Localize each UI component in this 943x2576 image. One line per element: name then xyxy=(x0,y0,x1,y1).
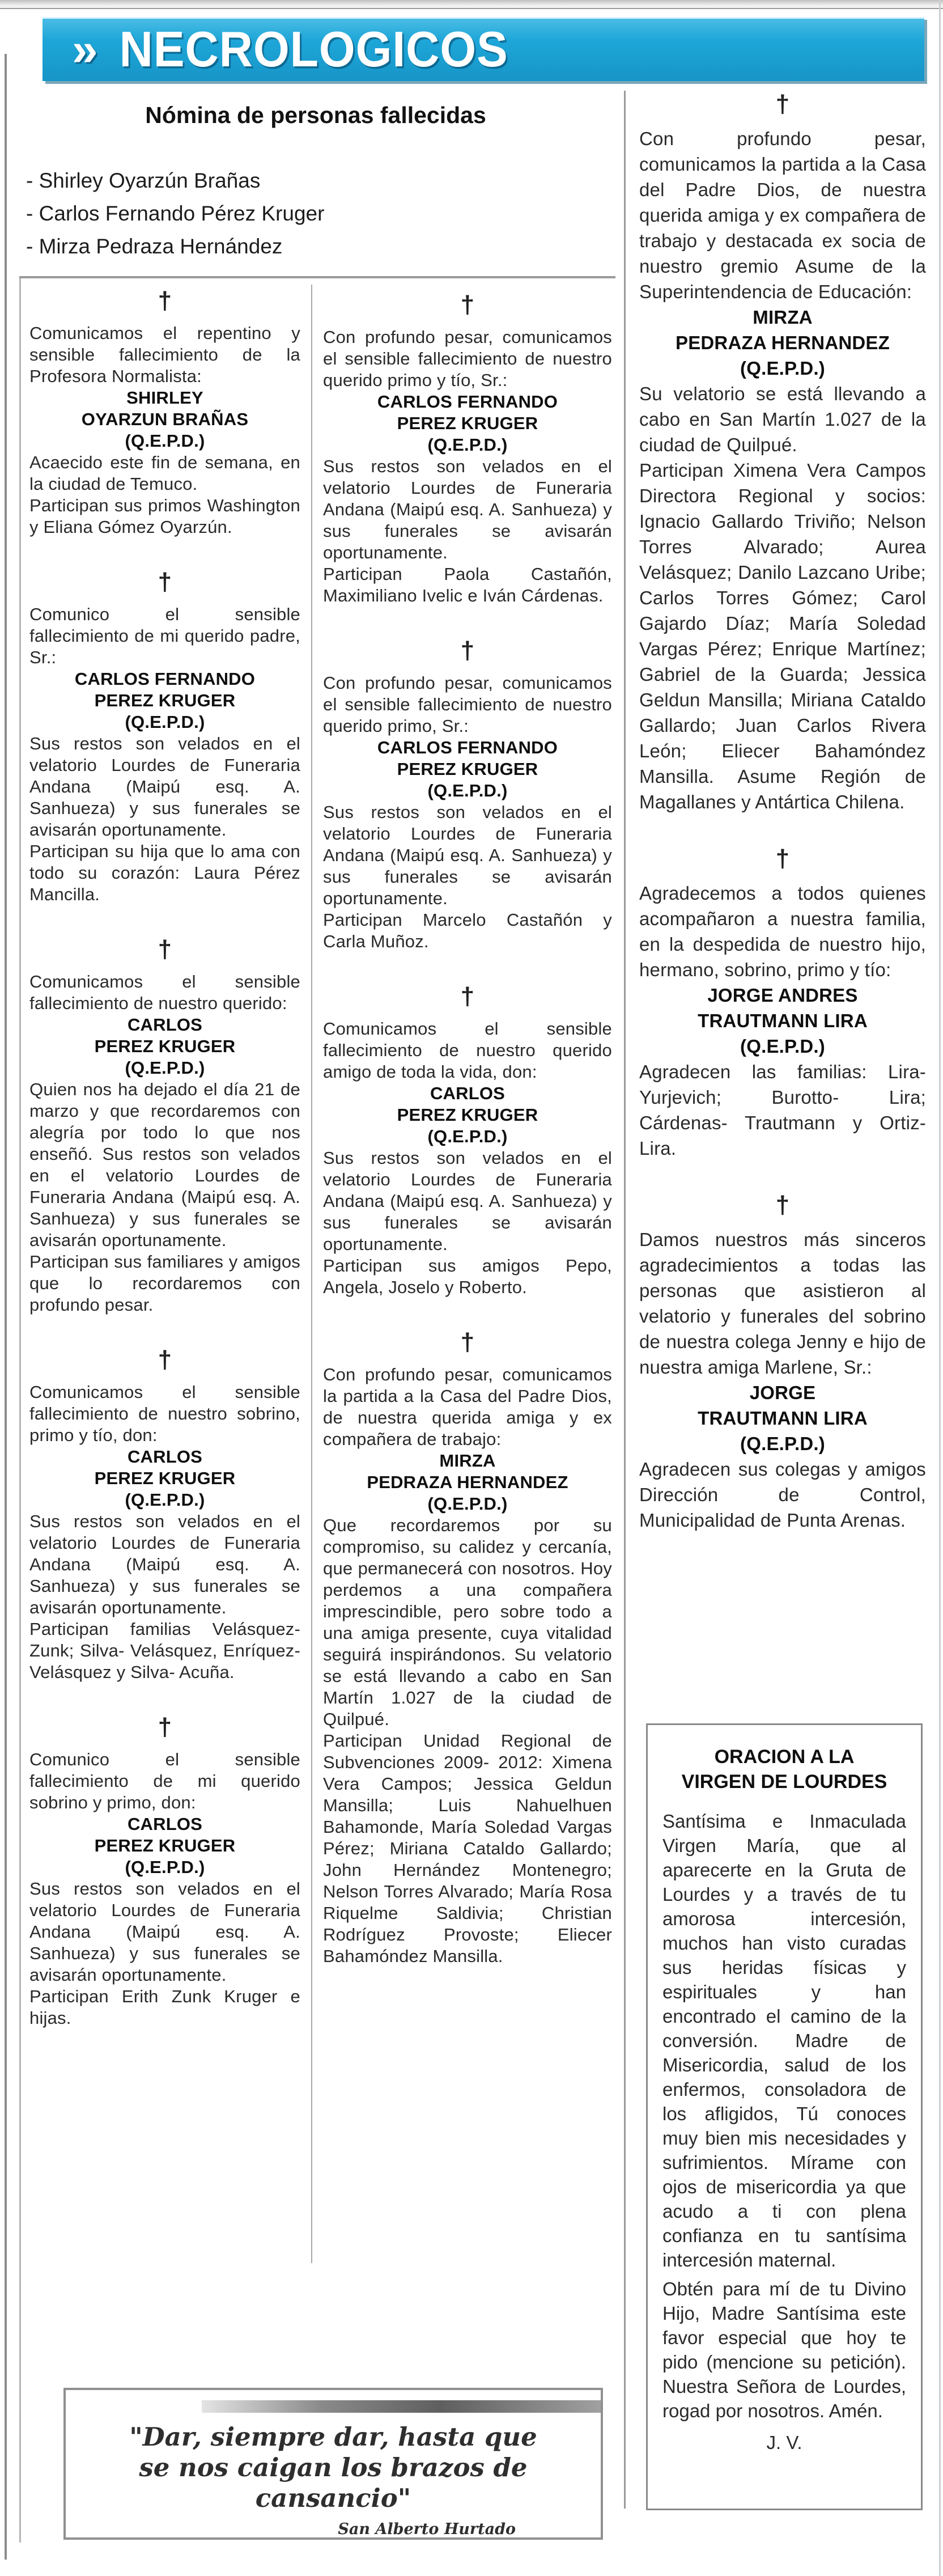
prayer-title xyxy=(662,1744,906,1794)
obituary-intro: Con profundo pesar, comunicamos el sensible fallecimiento de nuestro querido primo y tío, Sr.: xyxy=(323,327,612,390)
cross-icon: † xyxy=(460,982,475,1010)
roster-item: - Mirza Pedraza Hernández xyxy=(26,235,283,258)
deceased-name xyxy=(29,668,300,733)
deceased-roster xyxy=(26,164,598,263)
obituary-paragraph: Sus restos son velados en el velatorio Lourdes de Funeraria Andana (Maipú esq. A. Sanhueza) y sus funerales se avisarán oportunamente. xyxy=(29,1511,300,1617)
quote-line: se nos caigan los brazos de cansancio" xyxy=(139,2452,528,2513)
banner-section xyxy=(43,17,924,81)
content-rule-top xyxy=(19,276,615,278)
deceased-name xyxy=(639,304,926,381)
obituary-body xyxy=(29,1878,300,2029)
qepd-label: (Q.E.P.D.) xyxy=(740,358,825,379)
obituary-paragraph: Sus restos son velados en el velatorio Lourdes de Funeraria Andana (Maipú esq. A. Sanhueza) y sus funerales se avisarán oportunamente. xyxy=(323,802,612,908)
obituary-intro: Agradecemos a todos quienes acompañaron a nuestra familia, en la despedida de nuestro hijo, hermano, sobrino, primo y tío: xyxy=(639,883,926,980)
obituary-column-3 xyxy=(639,90,926,1565)
deceased-name-line: PEREZ KRUGER xyxy=(94,1468,236,1488)
column-divider-2-3 xyxy=(624,91,626,2509)
deceased-name-line: PEREZ KRUGER xyxy=(397,1105,538,1125)
deceased-name-line: CARLOS xyxy=(430,1083,506,1103)
obituary-paragraph: Sus restos son velados en el velatorio Lourdes de Funeraria Andana (Maipú esq. A. Sanhueza) y sus funerales se avisarán oportunamente. xyxy=(323,1148,612,1254)
obituary-paragraph: Quien nos ha dejado el día 21 de marzo y que recordaremos con alegría por todo lo que nos enseñó. Sus restos son velados en el velatorio Lourdes de Funeraria Andana (Maipú esq. A. Sanhueza) y sus funerales se avisarán oportunamente. xyxy=(29,1079,300,1250)
obituary-body xyxy=(323,456,612,607)
obituary xyxy=(29,1348,300,1683)
obituary-body xyxy=(29,733,300,905)
obituary-intro: Comunicamos el sensible fallecimiento de nuestro querido: xyxy=(29,972,300,1013)
deceased-name-line: PEREZ KRUGER xyxy=(94,690,236,710)
deceased-name xyxy=(29,1814,300,1878)
qepd-label: (Q.E.P.D.) xyxy=(427,1494,508,1514)
obituary xyxy=(639,1193,926,1533)
obituary-body xyxy=(323,1515,612,1967)
deceased-name-line: CARLOS xyxy=(127,1447,203,1467)
obituary xyxy=(323,293,612,607)
cross-icon: † xyxy=(158,1713,172,1741)
qepd-label: (Q.E.P.D.) xyxy=(427,435,508,455)
obituary-intro: Comunicamos el sensible fallecimiento de nuestro sobrino, primo y tío, don: xyxy=(29,1382,300,1445)
deceased-name-line: CARLOS xyxy=(127,1814,203,1834)
deceased-name-line: CARLOS FERNANDO xyxy=(377,738,558,757)
prayer-paragraph: Santísima e Inmaculada Virgen María, que al aparecerte en la Gruta de Lourdes y a través de tu amorosa intercesión, muchos han visto curadas sus heridas físicas y espirituales y han encontrado el camino de la conversión. Madre de Misericordia, salud de los enfermos, consoladora de los afligidos, Tú conoces muy bien mis necesidades y sufrimientos. Mírame con ojos de misericordia ya que acudo a ti con plena confianza en tu santísima intercesión maternal. xyxy=(662,1811,906,2270)
quote-decorative-bar xyxy=(202,2400,601,2413)
prayer-title-line: VIRGEN DE LOURDES xyxy=(681,1771,887,1793)
obituary-paragraph: Que recordaremos por su compromiso, su calidez y cercanía, que permanecerá con nosotros. Hoy perdemos a una compañera imprescindible, pero sobre todo a una amiga presente, cuya vitalidad seguirá inspirándonos. Su velatorio se está llevando a cabo en San Martín 1.027 de la ciudad de Quilpué. xyxy=(323,1515,612,1729)
deceased-name-line: PEDRAZA HERNANDEZ xyxy=(367,1472,568,1492)
deceased-name xyxy=(639,982,926,1059)
cross-icon: † xyxy=(775,1191,790,1219)
obituary xyxy=(323,984,612,1298)
obituary-paragraph: Participan su hija que lo ama con todo su corazón: Laura Pérez Mancilla. xyxy=(29,841,300,904)
obituary-intro: Comunicamos el sensible fallecimiento de nuestro querido amigo de toda la vida, don: xyxy=(323,1019,612,1082)
deceased-name-line: PEREZ KRUGER xyxy=(94,1036,236,1056)
obituary xyxy=(29,937,300,1316)
obituary-body xyxy=(29,452,300,538)
deceased-name-line: CARLOS xyxy=(127,1015,203,1035)
qepd-label: (Q.E.P.D.) xyxy=(125,1857,205,1877)
cross-icon: † xyxy=(460,291,475,319)
obituary-paragraph: Participan Paola Castañón, Maximiliano Ivelic e Iván Cárdenas. xyxy=(323,564,612,605)
obituary-paragraph: Agradecen las familias: Lira- Yurjevich; Burotto- Lira; Cárdenas- Trautmann y Ortiz- Lira. xyxy=(639,1061,926,1159)
deceased-name-line: PEREZ KRUGER xyxy=(94,1836,236,1855)
obituary-column-2 xyxy=(323,290,612,1999)
deceased-name xyxy=(639,1380,926,1456)
deceased-name-line: TRAUTMANN LIRA xyxy=(698,1010,868,1031)
obituary-intro: Comunico el sensible fallecimiento de mi querido padre, Sr.: xyxy=(29,604,300,667)
obituary-body xyxy=(323,1147,612,1298)
column-divider-1-2 xyxy=(311,285,312,2263)
obituary-paragraph: Participan sus familiares y amigos que lo recordaremos con profundo pesar. xyxy=(29,1252,300,1315)
cross-icon: † xyxy=(158,568,172,596)
obituary-paragraph: Participan Unidad Regional de Subvenciones 2009- 2012: Ximena Vera Campos; Jessica Geldun Mansilla; Luis Nahuelhuen Bahamonde, María Soledad Vargas Pérez; Miriana Cataldo Gallardo; John Hernández Montenegro; Nelson Torres Alvarado; María Rosa Riquelme Saldivia; Christian Rodríguez Provoste; Eliecer Bahamóndez Mansilla. xyxy=(323,1731,612,1966)
qepd-label: (Q.E.P.D.) xyxy=(427,781,508,800)
cross-icon: † xyxy=(460,1328,475,1356)
cross-icon: † xyxy=(460,637,475,664)
obituary-body xyxy=(639,1456,926,1533)
deceased-name-line: TRAUTMANN LIRA xyxy=(698,1408,868,1429)
deceased-name-line: MIRZA xyxy=(753,307,813,328)
obituary xyxy=(29,1715,300,2029)
obituary-paragraph: Participan sus primos Washington y Eliana Gómez Oyarzún. xyxy=(29,495,300,537)
cross-icon: † xyxy=(158,287,172,315)
qepd-label: (Q.E.P.D.) xyxy=(740,1433,825,1454)
obituary-paragraph: Participan sus amigos Pepo, Angela, Joselo y Roberto. xyxy=(323,1256,612,1297)
qepd-label: (Q.E.P.D.) xyxy=(740,1036,825,1057)
obituary-paragraph: Participan familias Velásquez- Zunk; Silva- Velásquez, Enríquez- Velásquez y Silva- Acuña. xyxy=(29,1619,300,1682)
page-border-left xyxy=(5,54,7,2560)
deceased-name xyxy=(323,737,612,802)
obituary-paragraph: Participan Erith Zunk Kruger e hijas. xyxy=(29,1986,300,2028)
cross-icon: † xyxy=(158,1346,172,1374)
deceased-name-line: PEREZ KRUGER xyxy=(397,759,538,779)
obituary xyxy=(29,570,300,905)
obituary-paragraph: Agradecen sus colegas y amigos Dirección de Control, Municipalidad de Punta Arenas. xyxy=(639,1459,926,1531)
obituary-intro: Damos nuestros más sinceros agradecimientos a todas las personas que asistieron al velatorio y funerales del sobrino de nuestra colega Jenny e hijo de nuestra amiga Marlene, Sr.: xyxy=(639,1229,926,1378)
obituary-paragraph: Sus restos son velados en el velatorio Lourdes de Funeraria Andana (Maipú esq. A. Sanhueza) y sus funerales se avisarán oportunamente. xyxy=(29,734,300,840)
quote-author: San Alberto Hurtado xyxy=(338,2520,516,2538)
deceased-name-line: PEREZ KRUGER xyxy=(397,413,538,433)
obituary-paragraph: Su velatorio se está llevando a cabo en San Martín 1.027 de la ciudad de Quilpué. xyxy=(639,383,926,455)
deceased-name xyxy=(323,1450,612,1515)
obituary-paragraph: Sus restos son velados en el velatorio Lourdes de Funeraria Andana (Maipú esq. A. Sanhueza) y sus funerales se avisarán oportunamente. xyxy=(29,1879,300,1985)
obituary-intro: Con profundo pesar, comunicamos la partida a la Casa del Padre Dios, de nuestra querida amiga y ex compañera de trabajo: xyxy=(323,1365,612,1449)
qepd-label: (Q.E.P.D.) xyxy=(125,712,205,732)
cross-icon: † xyxy=(775,90,790,118)
prayer-paragraph: Obtén para mí de tu Divino Hijo, Madre Santísima este favor especial que hoy te pido (mencione su petición). Nuestra Señora de Lourdes, rogad por nosotros. Amén. xyxy=(662,2278,906,2421)
deceased-name-line: JORGE ANDRES xyxy=(707,985,858,1006)
roster-item: - Shirley Oyarzún Brañas xyxy=(26,169,261,192)
deceased-name-line: PEDRAZA HERNANDEZ xyxy=(675,332,890,353)
obituary xyxy=(323,638,612,952)
deceased-name xyxy=(29,1446,300,1511)
qepd-label: (Q.E.P.D.) xyxy=(427,1126,508,1146)
deceased-name-line: CARLOS FERNANDO xyxy=(74,669,256,689)
obituary-body xyxy=(323,802,612,952)
deceased-name-line: OYARZUN BRAÑAS xyxy=(81,409,249,429)
obituary xyxy=(323,1330,612,1967)
obituary xyxy=(29,289,300,538)
quote-box xyxy=(63,2388,603,2540)
deceased-name-line: JORGE xyxy=(749,1382,816,1403)
obituary xyxy=(639,92,926,815)
obituary-paragraph: Participan Ximena Vera Campos Directora Regional y socios: Ignacio Gallardo Triviño; Nelson Torres Alvarado; Aurea Velásquez; Danilo Lazcano Uribe; Carlos Torres Gómez; Carol Gajardo Díaz; María Soledad Vargas Pérez; Enrique Martínez; Gabriel de la Guarda; Jessica Geldun Mansilla; Miriana Cataldo Gallardo; Juan Carlos Rivera León; Eliecer Bahamóndez Mansilla. Asume Región de Magallanes y Antártica Chilena. xyxy=(639,460,926,812)
obituary-intro: Comunicamos el repentino y sensible fallecimiento de la Profesora Normalista: xyxy=(29,323,300,386)
deceased-name-line: SHIRLEY xyxy=(126,388,203,408)
deceased-name xyxy=(29,1014,300,1079)
cross-icon: † xyxy=(775,845,790,872)
page-border-right xyxy=(939,0,941,2576)
obituary xyxy=(639,846,926,1161)
prayer-signature: J. V. xyxy=(766,2432,802,2453)
obituary-intro: Con profundo pesar, comunicamos el sensible fallecimiento de nuestro querido primo, Sr.: xyxy=(323,673,612,736)
section-title: NECROLOGICOS xyxy=(119,22,508,78)
qepd-label: (Q.E.P.D.) xyxy=(125,431,205,451)
qepd-label: (Q.E.P.D.) xyxy=(125,1490,205,1510)
cross-icon: † xyxy=(158,935,172,963)
content-border-left xyxy=(19,276,21,2543)
obituary-intro: Comunico el sensible fallecimiento de mi querido sobrino y primo, don: xyxy=(29,1749,300,1812)
obituary-paragraph: Participan Marcelo Castañón y Carla Muñoz. xyxy=(323,910,612,951)
prayer-box xyxy=(646,1723,923,2510)
obituary-body xyxy=(639,1059,926,1161)
top-decorative-strip xyxy=(0,0,943,9)
obituary-body xyxy=(29,1511,300,1683)
deceased-name-line: MIRZA xyxy=(439,1451,496,1471)
chevron-icon: » xyxy=(72,24,98,75)
obituary-paragraph: Acaecido este fin de semana, en la ciudad de Temuco. xyxy=(29,452,300,494)
deceased-name-line: CARLOS FERNANDO xyxy=(377,392,558,412)
obituary-column-1 xyxy=(29,286,300,2061)
obituary-body xyxy=(29,1079,300,1316)
qepd-label: (Q.E.P.D.) xyxy=(125,1058,205,1078)
deceased-name xyxy=(323,1083,612,1147)
obituary-paragraph: Sus restos son velados en el velatorio Lourdes de Funeraria Andana (Maipú esq. A. Sanhueza) y sus funerales se avisarán oportunamente. xyxy=(323,456,612,562)
deceased-name xyxy=(29,387,300,452)
obituary-body xyxy=(639,381,926,815)
quote-line: "Dar, siempre dar, hasta que xyxy=(129,2422,537,2452)
roster-item: - Carlos Fernando Pérez Kruger xyxy=(26,202,325,225)
deceased-name xyxy=(323,391,612,456)
roster-title: Nómina de personas fallecidas xyxy=(145,102,486,128)
prayer-title-line: ORACION A LA xyxy=(714,1746,855,1768)
obituary-intro: Con profundo pesar, comunicamos la partida a la Casa del Padre Dios, de nuestra querida amiga y ex compañera de trabajo y destacada ex socia de nuestro gremio Asume de la Superintendencia de Educación: xyxy=(639,128,926,302)
